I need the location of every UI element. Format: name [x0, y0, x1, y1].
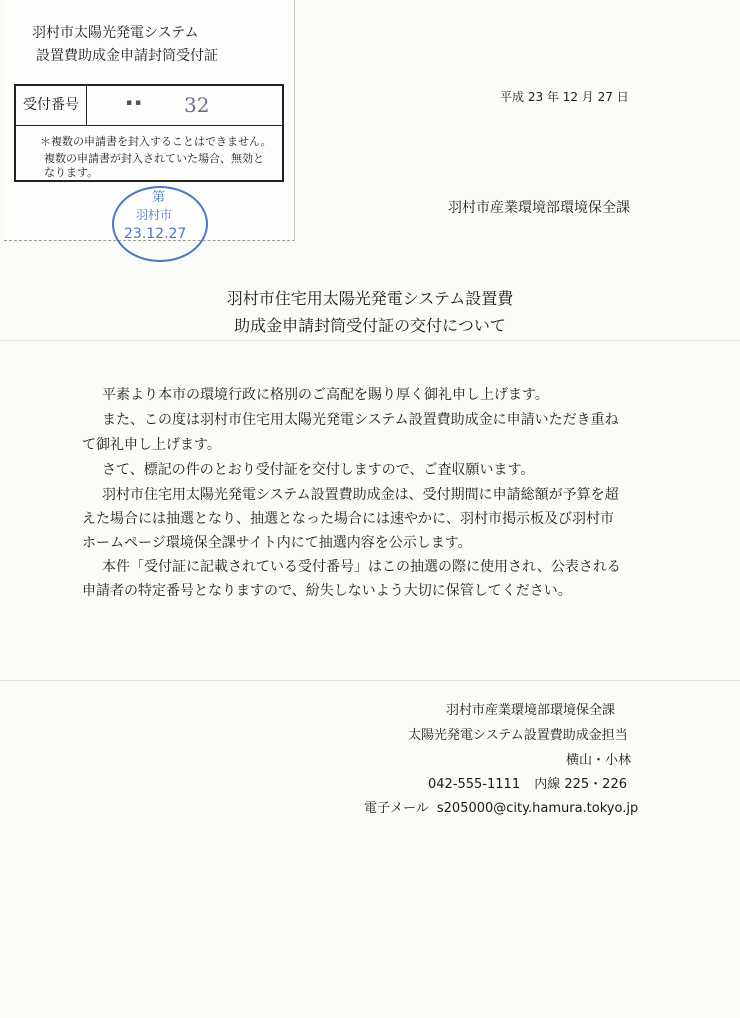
- body-line: えた場合には抽選となり、抽選となった場合には速やかに、羽村市掲示板及び羽村市: [82, 511, 614, 527]
- email-address: s205000@city.hamura.tokyo.jp: [436, 801, 639, 816]
- body-line: 申請者の特定番号となりますので、紛失しないよう大切に保管してください。: [82, 583, 572, 599]
- stamp-date-text: 23.12.27: [124, 226, 187, 242]
- receipt-number-row: [16, 86, 282, 126]
- letter-title-line1: 羽村市住宅用太陽光発電システム設置費: [226, 289, 514, 308]
- body-line: て御礼申し上げます。: [82, 437, 221, 453]
- body-line: さて、標記の件のとおり受付証を交付しますので、ご査収願います。: [102, 462, 535, 478]
- receipt-title-line1: 羽村市太陽光発電システム: [32, 25, 199, 41]
- body-line: ホームページ環境保全課サイト内にて抽選内容を公示します。: [82, 535, 472, 551]
- body-line: 本件「受付証に記載されている受付番号」はこの抽選の際に使用され、公表される: [102, 559, 621, 575]
- contact-section: 太陽光発電システム設置費助成金担当: [408, 728, 628, 743]
- body-line: 平素より本市の環境行政に格別のご高配を賜り厚く御礼申し上げます。: [102, 387, 549, 403]
- stamp-top-text: 第: [152, 190, 166, 205]
- scan-line: [0, 680, 740, 681]
- contact-phone: [428, 773, 627, 792]
- email-label: 電子メール: [364, 801, 429, 816]
- letter-title-line2: 助成金申請封筒受付証の交付について: [234, 316, 506, 335]
- receipt-title-line2: 設置費助成金申請封筒受付証: [36, 48, 218, 64]
- receipt-number-marks: ▪ ▪: [126, 98, 142, 108]
- body-line: 羽村市住宅用太陽光発電システム設置費助成金は、受付期間に申請総額が予算を超: [102, 487, 619, 503]
- receipt-note-line1: ＊複数の申請書を封入することはできません。: [40, 135, 272, 148]
- phone-number: 042-555-1111: [428, 777, 521, 792]
- contact-department: 羽村市産業環境部環境保全課: [446, 703, 616, 718]
- city-seal-stamp: [112, 186, 208, 262]
- receipt-note-line3: なります。: [44, 166, 99, 179]
- receipt-number-box: [14, 84, 284, 182]
- receipt-note-line2: 複数の申請書が封入されていた場合、無効と: [44, 152, 264, 165]
- stamp-middle-text: 羽村市: [136, 208, 173, 222]
- body-line: また、この度は羽村市住宅用太陽光発電システム設置費助成金に申請いただき重ね: [102, 412, 619, 428]
- sender-department: 羽村市産業環境部環境保全課: [448, 200, 630, 216]
- letter-date: 平成 23 年 12 月 27 日: [500, 90, 629, 104]
- receipt-number-value: 32: [184, 93, 210, 117]
- contact-email: [364, 797, 638, 816]
- phone-extension: 内線 225・226: [534, 777, 627, 792]
- receipt-slip: [4, 0, 295, 241]
- scan-line: [0, 340, 740, 341]
- contact-persons: 横山・小林: [566, 753, 632, 768]
- receipt-number-label: 受付番号: [16, 86, 87, 125]
